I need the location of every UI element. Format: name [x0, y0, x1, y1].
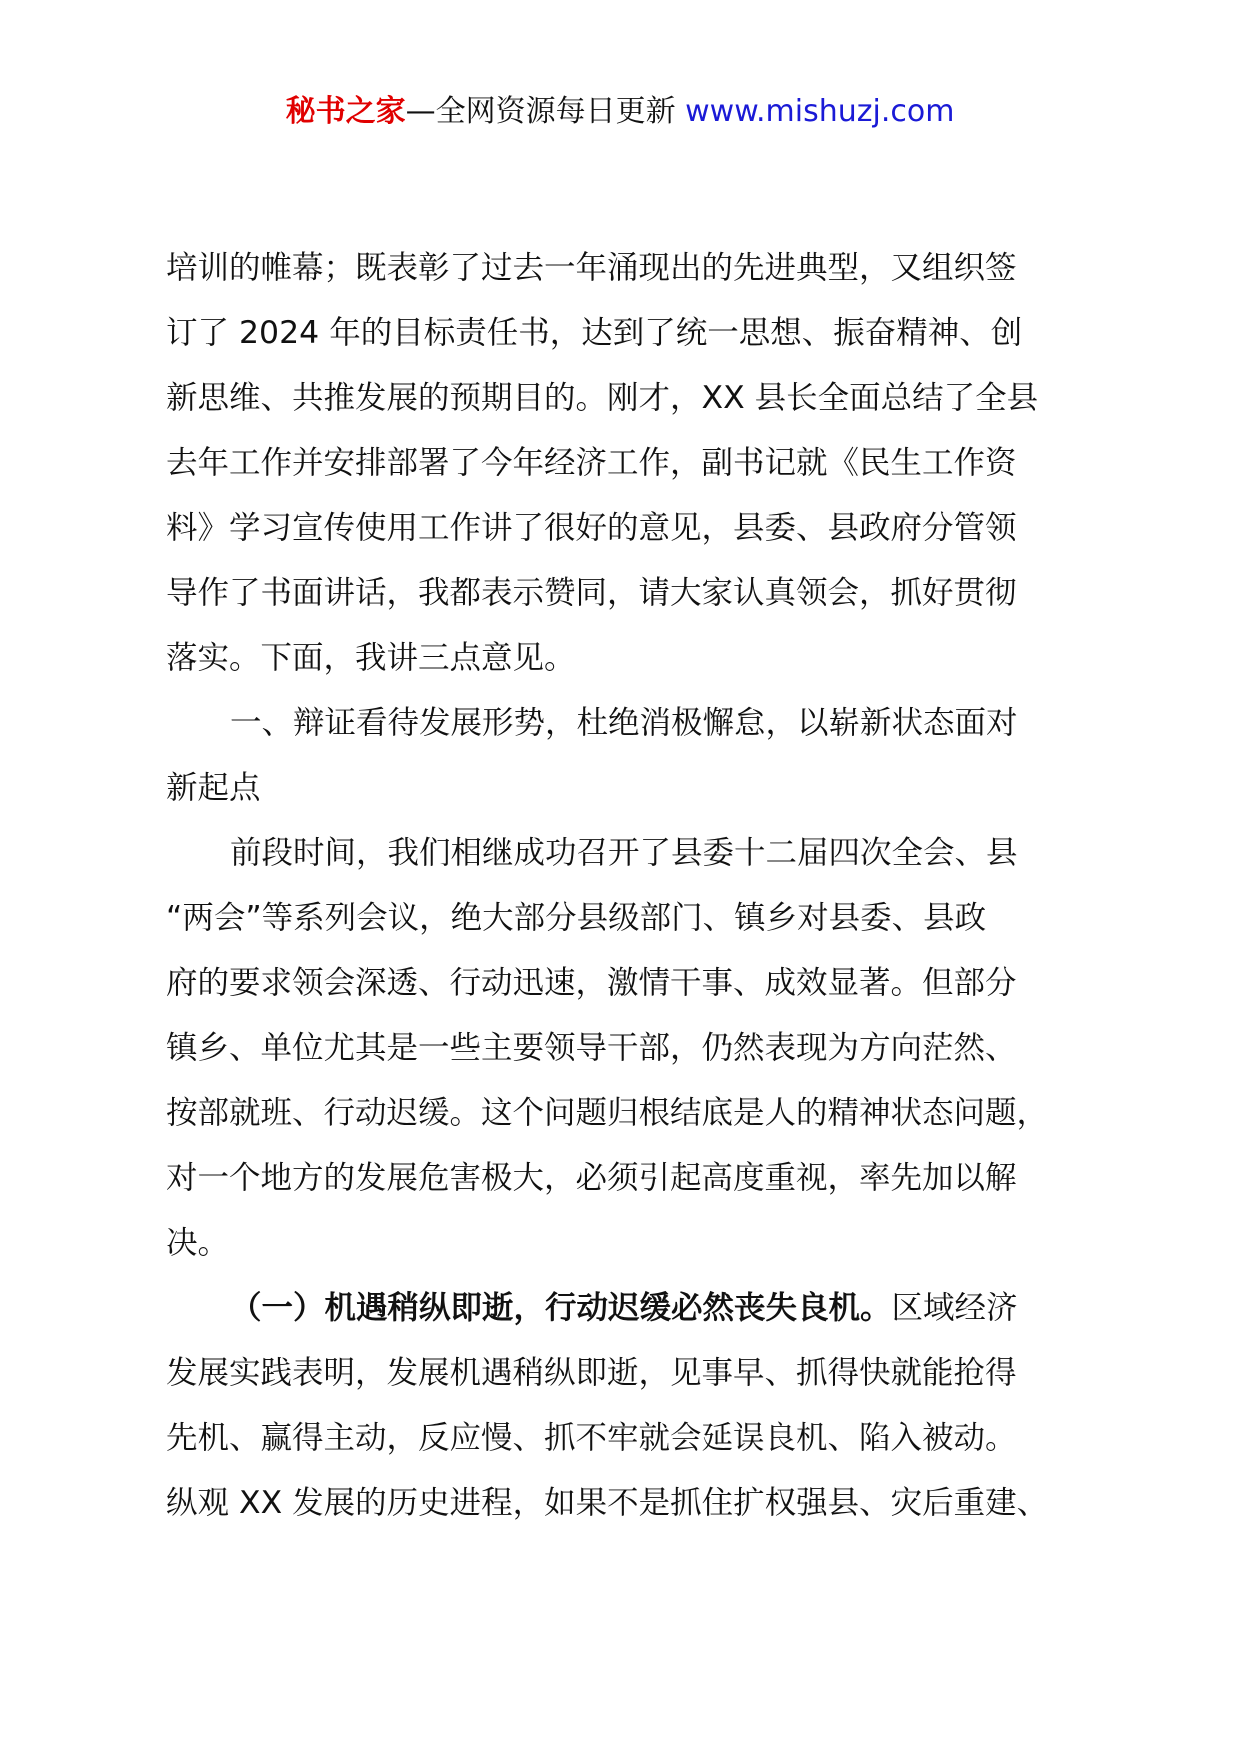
text-line: 决。 — [166, 1225, 230, 1261]
text-line: 落实。下面，我讲三点意见。 — [166, 640, 576, 676]
text-line: “两会”等系列会议，绝大部分县级部门、镇乡对县委、县政 — [166, 900, 987, 936]
website-url: www.mishuzj.com — [685, 94, 955, 129]
text-line: 订了 2024 年的目标责任书，达到了统一思想、振奋精神、创 — [166, 315, 1023, 351]
header-tagline: —全网资源每日更新 — [405, 94, 686, 129]
text-line: 去年工作并安排部署了今年经济工作，副书记就《民生工作资 — [166, 445, 1017, 481]
text-line: 料》学习宣传使用工作讲了很好的意见，县委、县政府分管领 — [166, 510, 1017, 546]
section-heading-line: 新起点 — [166, 770, 261, 806]
section-heading-line: 一、辩证看待发展形势，杜绝消极懈怠，以崭新状态面对 — [230, 705, 1018, 741]
text-line: 镇乡、单位尤其是一些主要领导干部，仍然表现为方向茫然、 — [166, 1030, 1017, 1066]
text-line: 先机、赢得主动，反应慢、抓不牢就会延误良机、陷入被动。 — [166, 1420, 1017, 1456]
text-line: 按部就班、行动迟缓。这个问题归根结底是人的精神状态问题， — [166, 1095, 1049, 1131]
text-line: 新思维、共推发展的预期目的。刚才，XX 县长全面总结了全县 — [166, 380, 1039, 416]
text-line: 导作了书面讲话，我都表示赞同，请大家认真领会，抓好贯彻 — [166, 575, 1017, 611]
text-line: 前段时间，我们相继成功召开了县委十二届四次全会、县 — [230, 835, 1018, 871]
subheading-text: 区域经济 — [891, 1290, 1018, 1326]
page-header — [0, 92, 1240, 132]
brand-name: 秘书之家 — [285, 94, 406, 129]
subheading-title: （一）机遇稍纵即逝，行动迟缓必然丧失良机。 — [230, 1290, 892, 1326]
text-line: 纵观 XX 发展的历史进程，如果不是抓住扩权强县、灾后重建、 — [166, 1485, 1049, 1521]
text-line: 培训的帷幕；既表彰了过去一年涌现出的先进典型，又组织签 — [166, 250, 1017, 286]
subheading-line — [166, 1276, 1092, 1341]
text-line: 府的要求领会深透、行动迅速，激情干事、成效显著。但部分 — [166, 965, 1017, 1001]
text-line: 发展实践表明，发展机遇稍纵即逝，见事早、抓得快就能抢得 — [166, 1355, 1017, 1391]
document-body — [166, 236, 1092, 1536]
text-line: 对一个地方的发展危害极大，必须引起高度重视，率先加以解 — [166, 1160, 1017, 1196]
